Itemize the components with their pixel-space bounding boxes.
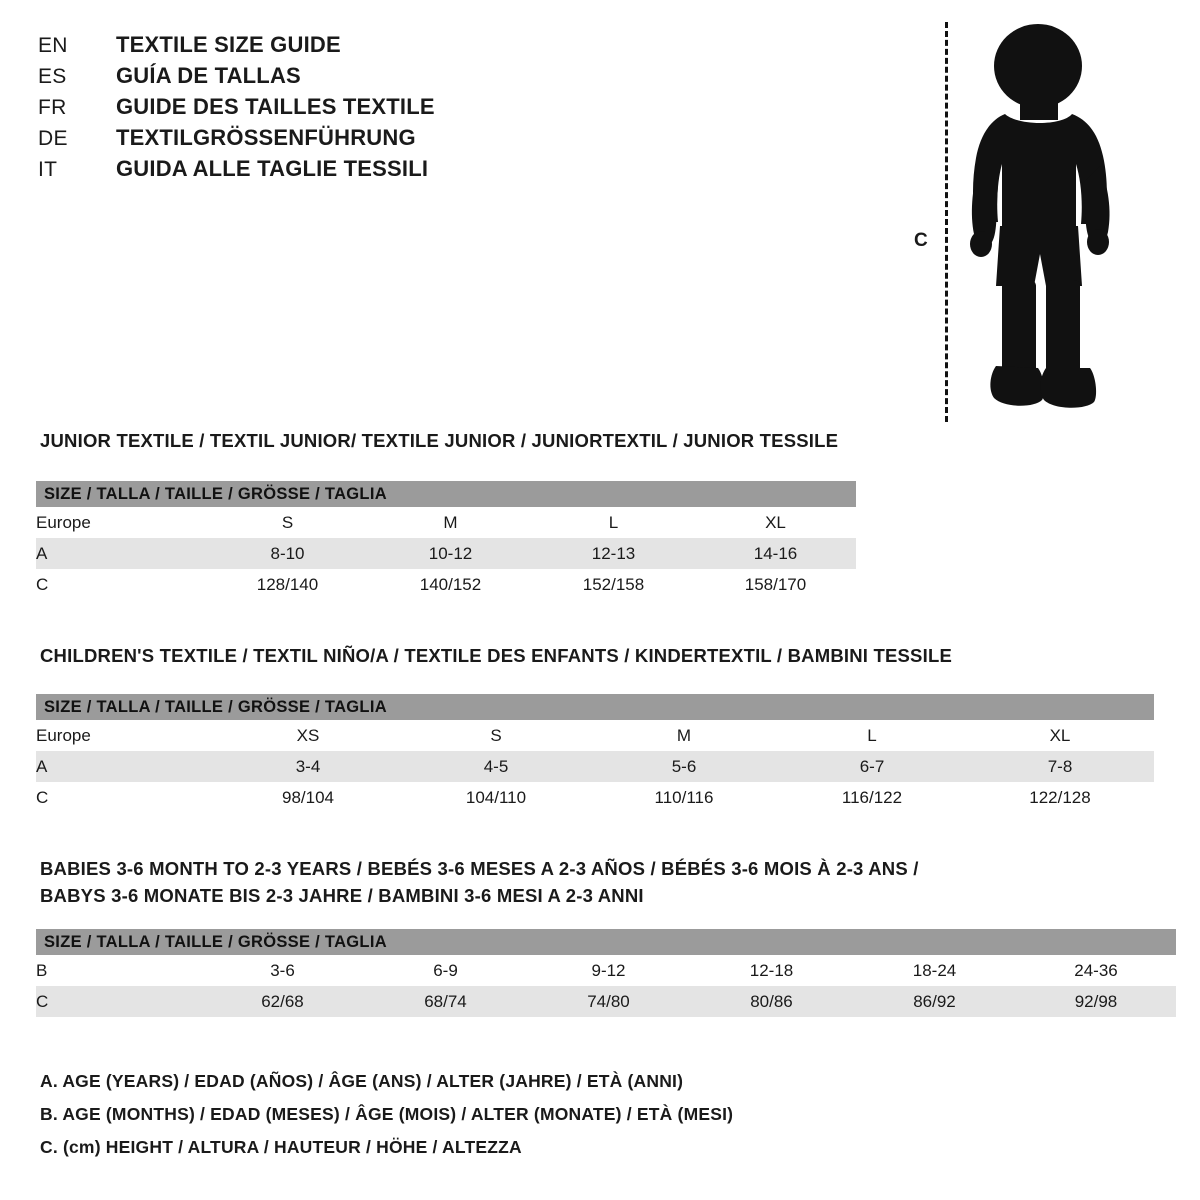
language-row [38, 63, 598, 94]
legend-line-c [40, 1131, 1140, 1164]
row-label: C [36, 986, 201, 1017]
language-code: IT [38, 158, 58, 181]
section-heading-babies [40, 856, 1090, 910]
table-row [36, 538, 856, 569]
row-label: B [36, 955, 201, 986]
cell-value: 86/92 [853, 986, 1016, 1017]
legend-c-prefix: C. [40, 1137, 58, 1157]
cell-value: 62/68 [201, 986, 364, 1017]
cell-value: 3-4 [214, 751, 402, 782]
section-heading-babies-line1: BABIES 3-6 MONTH TO 2-3 YEARS / BEBÉS 3-6 MESES A 2-3 AÑOS / BÉBÉS 3-6 MOIS À 2-3 ANS / [40, 858, 919, 879]
measure-dashed-line [945, 22, 948, 422]
cell-value: 6-7 [778, 751, 966, 782]
language-row [38, 125, 598, 156]
cell-value: S [402, 720, 590, 751]
child-silhouette-icon [950, 18, 1150, 428]
children-size-table [36, 694, 1154, 813]
band-label: SIZE / TALLA / TAILLE / GRÖSSE / TAGLIA [36, 481, 856, 507]
junior-size-table [36, 481, 856, 600]
legend-block [40, 1065, 1140, 1164]
table-row [36, 751, 1154, 782]
language-title: TEXTILE SIZE GUIDE [116, 32, 341, 57]
table-band-header [36, 694, 1154, 720]
cell-value: 104/110 [402, 782, 590, 813]
cell-value: 128/140 [206, 569, 369, 600]
cell-value: S [206, 507, 369, 538]
cell-value: M [590, 720, 778, 751]
cell-value: 68/74 [364, 986, 527, 1017]
language-title: GUIDE DES TAILLES TEXTILE [116, 94, 435, 119]
language-code: ES [38, 65, 67, 88]
babies-size-table [36, 929, 1176, 1017]
language-title-block [38, 32, 598, 187]
table-row [36, 782, 1154, 813]
band-label: SIZE / TALLA / TAILLE / GRÖSSE / TAGLIA [36, 694, 1154, 720]
table-band-header [36, 929, 1176, 955]
language-title: TEXTILGRÖSSENFÜHRUNG [116, 125, 416, 150]
cell-value: XL [966, 720, 1154, 751]
language-code: EN [38, 34, 68, 57]
height-measure-figure [900, 10, 1190, 430]
cell-value: 110/116 [590, 782, 778, 813]
cell-value: 7-8 [966, 751, 1154, 782]
section-heading-children: CHILDREN'S TEXTILE / TEXTIL NIÑO/A / TEXTILE DES ENFANTS / KINDERTEXTIL / BAMBINI TESSILE [40, 645, 952, 666]
cell-value: 98/104 [214, 782, 402, 813]
table-row [36, 720, 1154, 751]
cell-value: 8-10 [206, 538, 369, 569]
cell-value: 10-12 [369, 538, 532, 569]
cell-value: XL [695, 507, 856, 538]
cell-value: 140/152 [369, 569, 532, 600]
cell-value: 152/158 [532, 569, 695, 600]
cell-value: 18-24 [853, 955, 1016, 986]
language-row [38, 156, 598, 187]
table-row [36, 955, 1176, 986]
cell-value: 4-5 [402, 751, 590, 782]
row-label: Europe [36, 720, 214, 751]
legend-line-b: B. AGE (MONTHS) / EDAD (MESES) / ÂGE (MOIS) / ALTER (MONATE) / ETÀ (MESI) [40, 1104, 734, 1124]
language-row [38, 32, 598, 63]
legend-c-unit: (cm) [62, 1137, 101, 1157]
table-row [36, 986, 1176, 1017]
cell-value: L [532, 507, 695, 538]
legend-line-a: A. AGE (YEARS) / EDAD (AÑOS) / ÂGE (ANS) / ALTER (JAHRE) / ETÀ (ANNI) [40, 1071, 684, 1091]
language-code: FR [38, 96, 67, 119]
cell-value: L [778, 720, 966, 751]
cell-value: 6-9 [364, 955, 527, 986]
cell-value: 80/86 [690, 986, 853, 1017]
cell-value: 9-12 [527, 955, 690, 986]
row-label: Europe [36, 507, 206, 538]
cell-value: 14-16 [695, 538, 856, 569]
row-label: C [36, 782, 214, 813]
measure-label-c: C [914, 230, 928, 251]
language-row [38, 94, 598, 125]
table-row [36, 569, 856, 600]
band-label: SIZE / TALLA / TAILLE / GRÖSSE / TAGLIA [36, 929, 1176, 955]
cell-value: 122/128 [966, 782, 1154, 813]
row-label: C [36, 569, 206, 600]
table-band-header [36, 481, 856, 507]
cell-value: M [369, 507, 532, 538]
legend-c-rest: HEIGHT / ALTURA / HAUTEUR / HÖHE / ALTEZZA [105, 1137, 522, 1157]
cell-value: 116/122 [778, 782, 966, 813]
row-label: A [36, 538, 206, 569]
language-code: DE [38, 127, 68, 150]
cell-value: 24-36 [1016, 955, 1176, 986]
section-heading-junior: JUNIOR TEXTILE / TEXTIL JUNIOR/ TEXTILE JUNIOR / JUNIORTEXTIL / JUNIOR TESSILE [40, 430, 839, 451]
table-row [36, 507, 856, 538]
row-label: A [36, 751, 214, 782]
cell-value: XS [214, 720, 402, 751]
cell-value: 12-13 [532, 538, 695, 569]
cell-value: 158/170 [695, 569, 856, 600]
section-heading-babies-line2: BABYS 3-6 MONATE BIS 2-3 JAHRE / BAMBINI 3-6 MESI A 2-3 ANNI [40, 884, 644, 906]
language-title: GUIDA ALLE TAGLIE TESSILI [116, 156, 429, 181]
cell-value: 3-6 [201, 955, 364, 986]
cell-value: 74/80 [527, 986, 690, 1017]
cell-value: 5-6 [590, 751, 778, 782]
language-title: GUÍA DE TALLAS [116, 63, 301, 88]
cell-value: 92/98 [1016, 986, 1176, 1017]
cell-value: 12-18 [690, 955, 853, 986]
